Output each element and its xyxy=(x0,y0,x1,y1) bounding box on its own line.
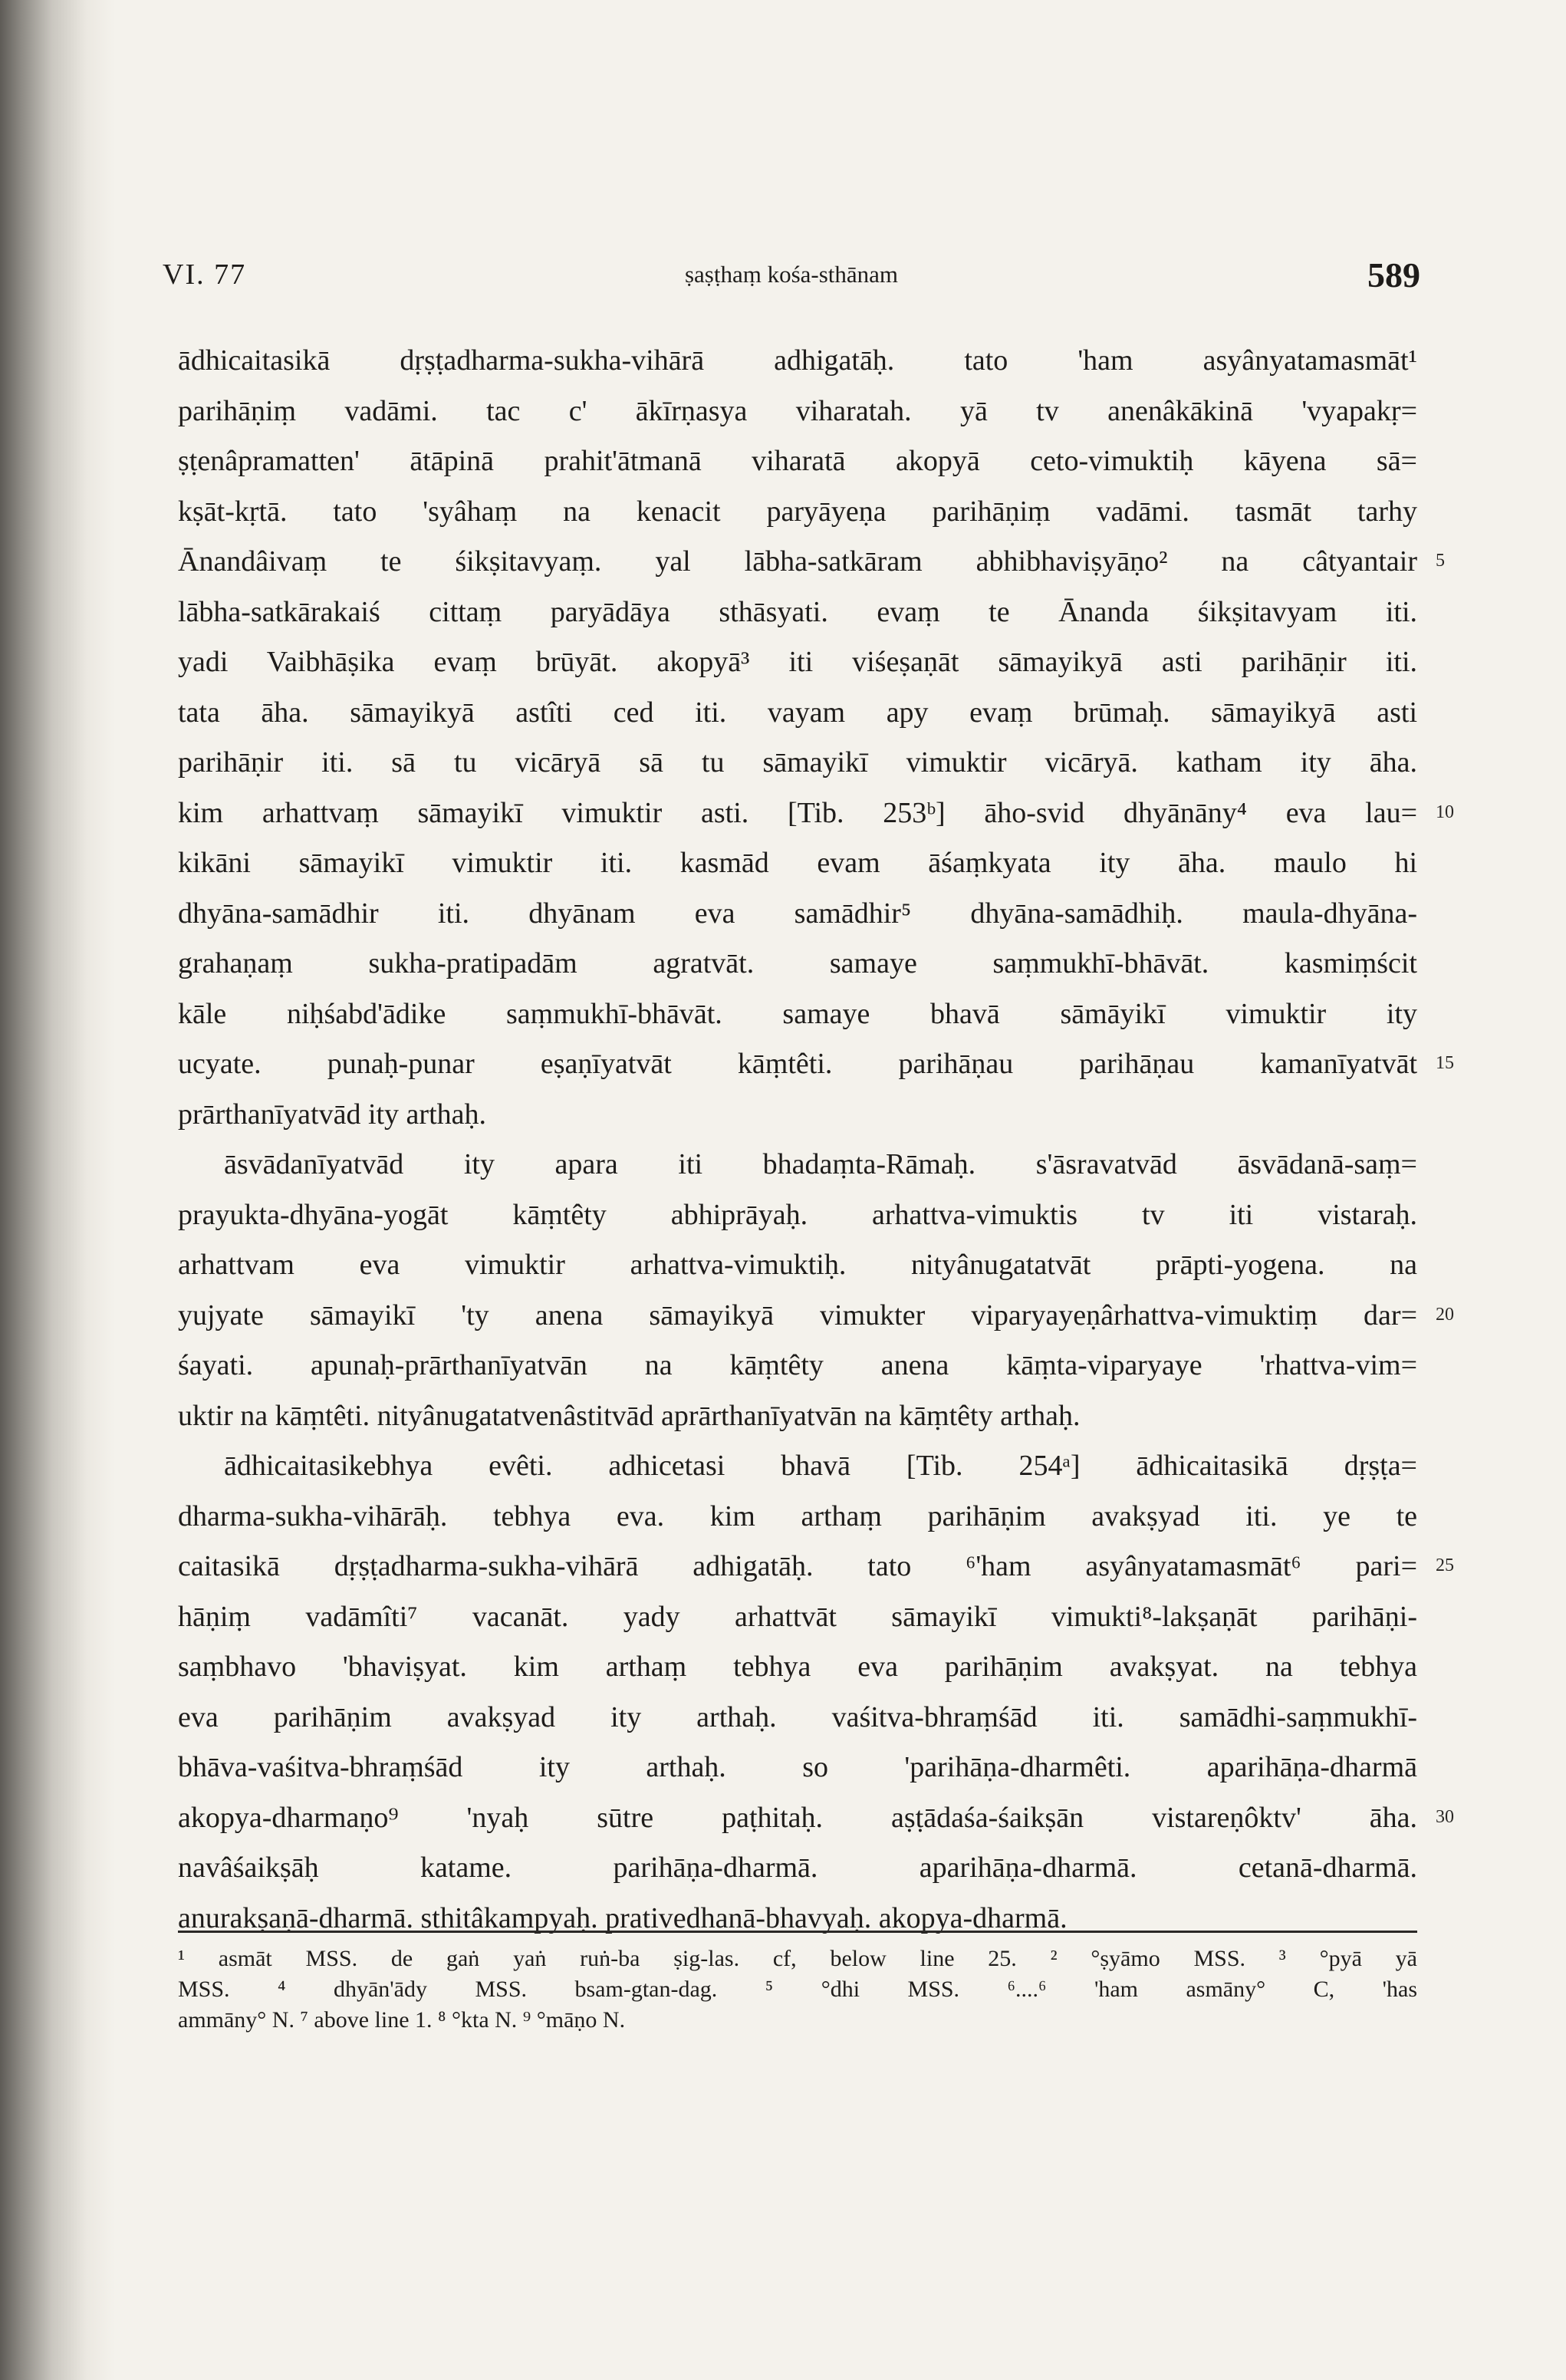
page-number: 589 xyxy=(1367,255,1420,295)
running-title: ṣaṣṭhaṃ kośa-sthānam xyxy=(684,261,899,288)
text-line: yadi Vaibhāṣika evaṃ brūyāt. akopyā³ iti viśeṣaṇāt sāmayikyā asti parihāṇir iti. xyxy=(178,646,1417,678)
text-line: prayukta-dhyāna-yogāt kāṃtêty abhiprāyaḥ. arhattva-vimuktis tv iti vistaraḥ. xyxy=(178,1198,1417,1231)
text-line: uktir na kāṃtêti. nityânugatatvenâstitvād aprārthanīyatvān na kāṃtêty arthaḥ. xyxy=(178,1399,1081,1432)
text-line: eva parihāṇim avakṣyad ity arthaḥ. vaśitva-bhraṃśād iti. samādhi-saṃmukhī- xyxy=(178,1700,1417,1733)
text-line: yujyate sāmayikī 'ty anena sāmayikyā vimukter viparyayeṇârhattva-vimuktiṃ dar= xyxy=(178,1299,1417,1332)
text-line: arhattvam eva vimuktir arhattva-vimuktiḥ. nityânugatatvāt prāpti-yogena. na xyxy=(178,1249,1417,1281)
margin-line-number: 25 xyxy=(1436,1555,1454,1575)
section-reference: VI. 77 xyxy=(163,258,247,291)
footnotes xyxy=(178,1944,1417,2036)
text-line: bhāva-vaśitva-bhraṃśād ity arthaḥ. so 'parihāṇa-dharmêti. aparihāṇa-dharmā xyxy=(178,1751,1417,1783)
running-header xyxy=(163,255,1420,304)
page-binding-shadow xyxy=(0,0,115,2380)
text-line: tata āha. sāmayikyā astîti ced iti. vayam apy evaṃ brūmaḥ. sāmayikyā asti xyxy=(178,696,1417,729)
text-line: hāṇiṃ vadāmîti⁷ vacanāt. yady arhattvāt sāmayikī vimukti⁸-lakṣaṇāt parihāṇi- xyxy=(178,1600,1417,1633)
text-line: anurakṣaṇā-dharmā. sthitâkampyaḥ. prativedhanā-bhavyaḥ. akopya-dharmā. xyxy=(178,1901,1068,1934)
text-line: akopya-dharmaṇo⁹ 'nyaḥ sūtre paṭhitaḥ. aṣṭādaśa-śaikṣān vistareṇôktv' āha. xyxy=(178,1801,1417,1834)
text-line: prārthanīyatvād ity arthaḥ. xyxy=(178,1098,487,1131)
text-line: kṣāt-kṛtā. tato 'syâhaṃ na kenacit paryāyeṇa parihāṇiṃ vadāmi. tasmāt tarhy xyxy=(178,495,1417,528)
footnote-line: ¹ asmāt MSS. de gaṅ yaṅ ruṅ-ba ṣig-las. cf, below line 25. ² °ṣyāmo MSS. ³ °pyā yā xyxy=(178,1946,1417,1971)
margin-line-number: 15 xyxy=(1436,1053,1454,1073)
footnote-line: ammāny° N. ⁷ above line 1. ⁸ °kta N. ⁹ °māṇo N. xyxy=(178,2007,626,2033)
text-line: grahaṇaṃ sukha-pratipadām agratvāt. samaye saṃmukhī-bhāvāt. kasmiṃścit xyxy=(178,947,1417,979)
text-line: parihāṇiṃ vadāmi. tac c' ākīrṇasya viharatah. yā tv anenâkākinā 'vyapakṛ= xyxy=(178,394,1417,427)
footnote-rule xyxy=(178,1931,1417,1933)
margin-line-number: 20 xyxy=(1436,1304,1454,1325)
text-line: ucyate. punaḥ-punar eṣaṇīyatvāt kāṃtêti. parihāṇau parihāṇau kamanīyatvāt xyxy=(178,1048,1417,1080)
text-line: ādhicaitasikā dṛṣṭadharma-sukha-vihārā adhigatāḥ. tato 'ham asyânyatamasmāt¹ xyxy=(178,344,1417,377)
text-line: āsvādanīyatvād ity apara iti bhadaṃta-Rāmaḥ. s'āsravatvād āsvādanā-saṃ= xyxy=(224,1148,1417,1180)
main-text xyxy=(178,336,1417,1944)
text-line: saṃbhavo 'bhaviṣyat. kim arthaṃ tebhya eva parihāṇim avakṣyat. na tebhya xyxy=(178,1651,1417,1683)
text-line: dhyāna-samādhir iti. dhyānam eva samādhir⁵ dhyāna-samādhiḥ. maula-dhyāna- xyxy=(178,897,1417,930)
text-line: caitasikā dṛṣṭadharma-sukha-vihārā adhigatāḥ. tato ⁶'ham asyânyatamasmāt⁶ pari= xyxy=(178,1550,1417,1582)
text-line: dharma-sukha-vihārāḥ. tebhya eva. kim arthaṃ parihāṇim avakṣyad iti. ye te xyxy=(178,1499,1417,1532)
text-line: ādhicaitasikebhya evêti. adhicetasi bhavā [Tib. 254ᵃ] ādhicaitasikā dṛṣṭa= xyxy=(224,1450,1417,1482)
text-line: kim arhattvaṃ sāmayikī vimuktir asti. [Tib. 253ᵇ] āho-svid dhyānāny⁴ eva lau= xyxy=(178,796,1417,829)
text-line: kikāni sāmayikī vimuktir iti. kasmād evam āśaṃkyata ity āha. maulo hi xyxy=(178,847,1417,879)
margin-line-number: 10 xyxy=(1436,802,1454,822)
text-line: navâśaikṣāḥ katame. parihāṇa-dharmā. aparihāṇa-dharmā. cetanā-dharmā. xyxy=(178,1852,1417,1884)
text-line: lābha-satkārakaiś cittaṃ paryādāya sthāsyati. evaṃ te Ānanda śikṣitavyam iti. xyxy=(178,595,1417,628)
text-line: śayati. apunaḥ-prārthanīyatvān na kāṃtêty anena kāṃta-viparyaye 'rhattva-vim= xyxy=(178,1349,1417,1381)
text-line: kāle niḥśabd'ādike saṃmukhī-bhāvāt. samaye bhavā sāmāyikī vimuktir ity xyxy=(178,997,1417,1030)
margin-line-number: 5 xyxy=(1436,551,1445,571)
text-line: parihāṇir iti. sā tu vicāryā sā tu sāmayikī vimuktir vicāryā. katham ity āha. xyxy=(178,746,1417,779)
text-line: ṣṭenâpramatten' ātāpinā prahit'ātmanā viharatā akopyā ceto-vimuktiḥ kāyena sā= xyxy=(178,445,1417,477)
text-line: Ānandâivaṃ te śikṣitavyaṃ. yal lābha-satkāram abhibhaviṣyāṇo² na câtyantair xyxy=(178,545,1417,578)
margin-line-number: 30 xyxy=(1436,1806,1454,1827)
footnote-line: MSS. ⁴ dhyān'ādy MSS. bsam-gtan-dag. ⁵ °dhi MSS. ⁶....⁶ 'ham asmāny° C, 'has xyxy=(178,1977,1417,2002)
